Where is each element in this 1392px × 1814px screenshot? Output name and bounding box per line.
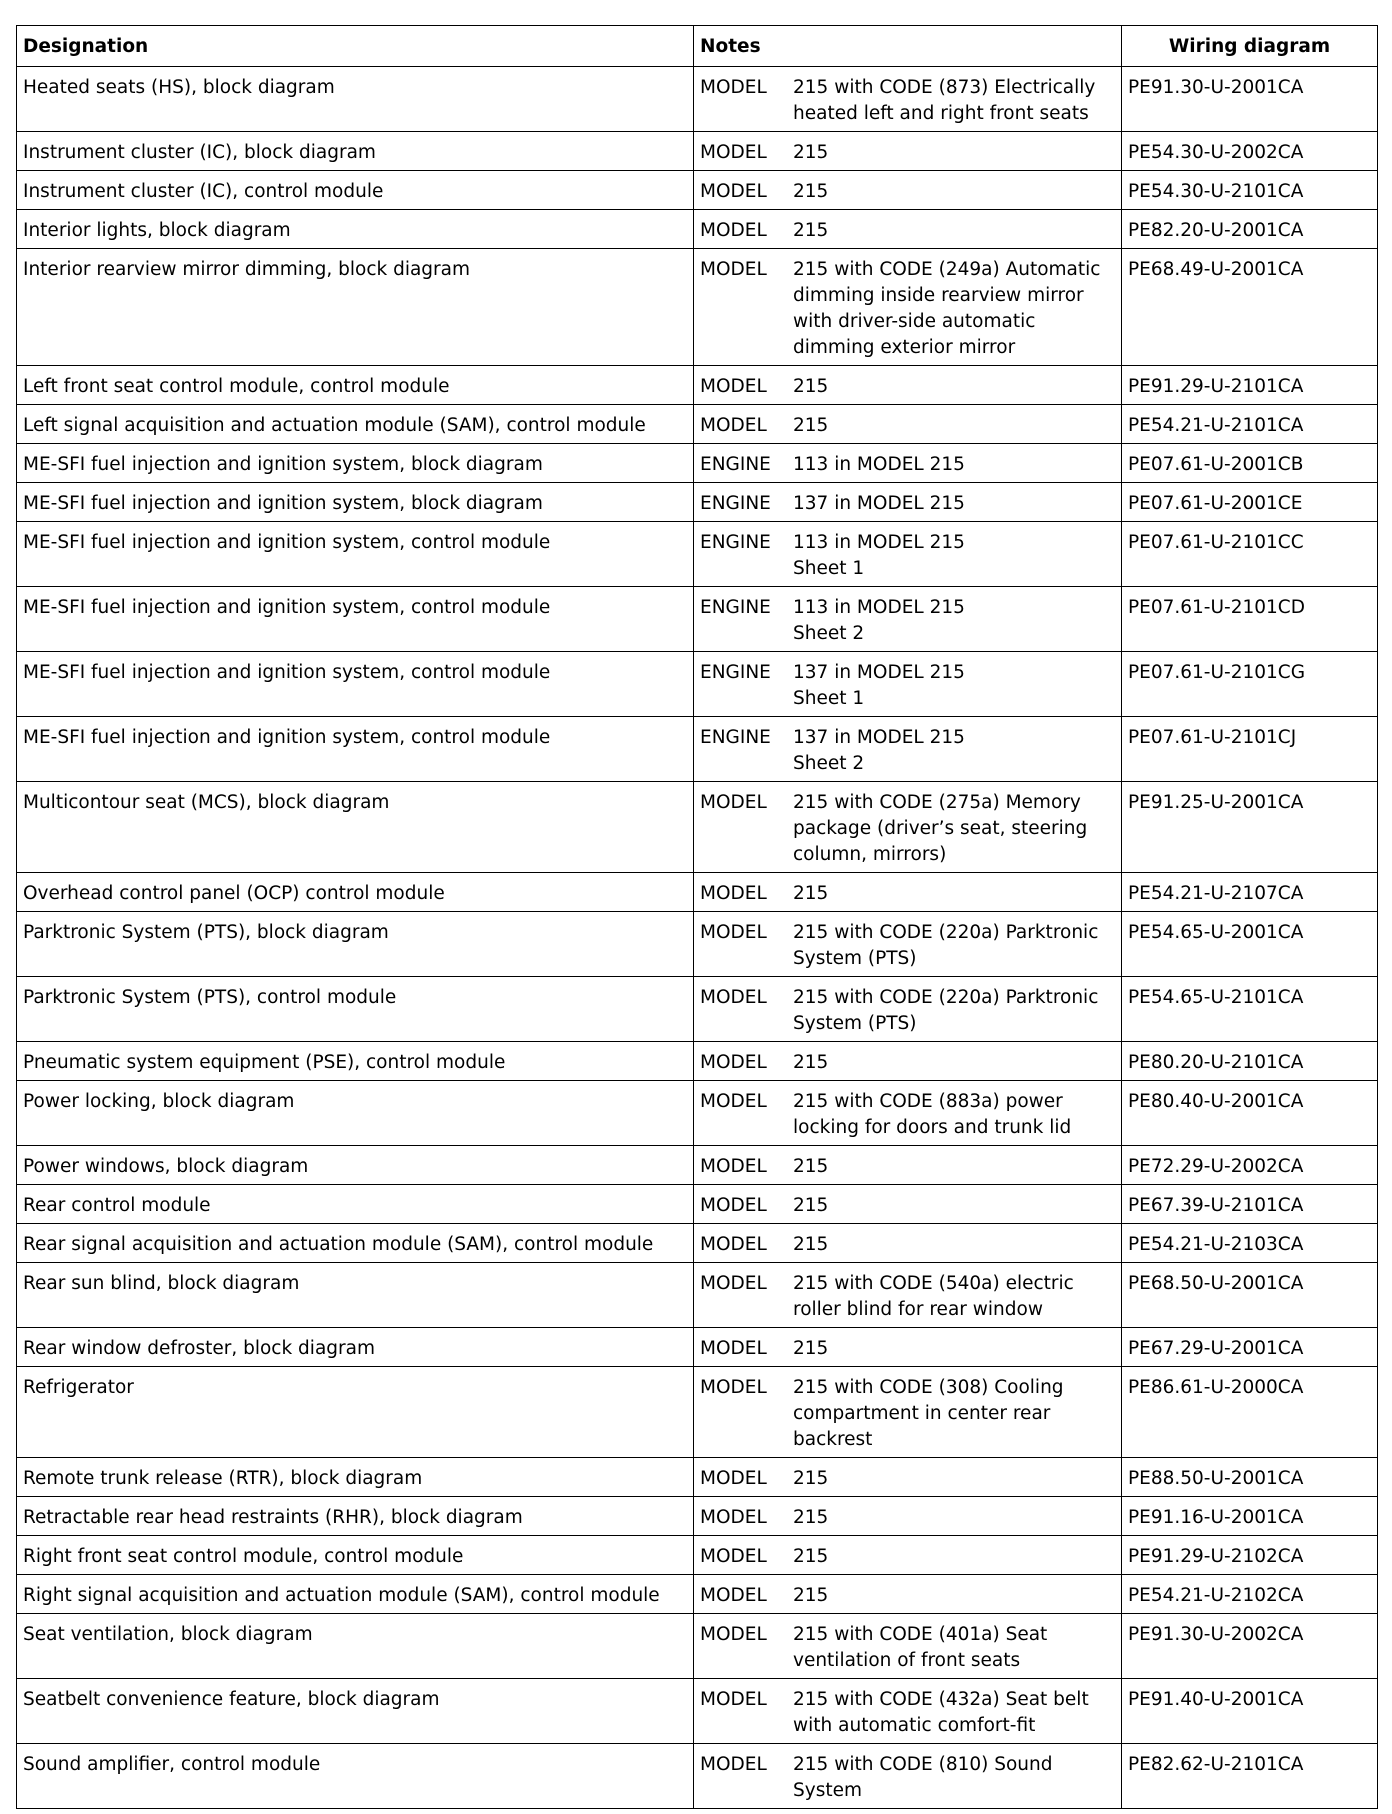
wiring-diagram-cell: PE07.61-U-2101CJ bbox=[1122, 717, 1378, 782]
table-row bbox=[17, 1081, 1378, 1146]
designation-cell: Sound amplifier, control module bbox=[17, 1744, 694, 1809]
note-type: MODEL bbox=[700, 142, 767, 163]
designation-cell: Parktronic System (PTS), block diagram bbox=[17, 912, 694, 977]
note-text: 215 with CODE (249a) Automatic dimming inside rearview mirror with driver-side automatic dimming exterior mirror bbox=[793, 259, 1101, 358]
note-text: 215 with CODE (810) Sound System bbox=[793, 1754, 1053, 1801]
wiring-diagram-cell: PE67.29-U-2001CA bbox=[1122, 1328, 1378, 1367]
wiring-diagram-cell: PE86.61-U-2000CA bbox=[1122, 1367, 1378, 1458]
note-text: 113 in MODEL 215 Sheet 2 bbox=[793, 597, 965, 644]
note-text: 113 in MODEL 215 bbox=[793, 454, 965, 475]
notes-cell bbox=[694, 652, 1122, 717]
notes-cell bbox=[694, 1081, 1122, 1146]
note-text: 215 with CODE (220a) Parktronic System (PTS) bbox=[793, 922, 1099, 969]
wiring-diagram-cell: PE54.21-U-2103CA bbox=[1122, 1224, 1378, 1263]
notes-cell bbox=[694, 1497, 1122, 1536]
table-row bbox=[17, 1224, 1378, 1263]
notes-cell bbox=[694, 587, 1122, 652]
notes-cell bbox=[694, 1224, 1122, 1263]
table-row bbox=[17, 1458, 1378, 1497]
designation-cell: Parktronic System (PTS), control module bbox=[17, 977, 694, 1042]
notes-cell bbox=[694, 1744, 1122, 1809]
note-type: MODEL bbox=[700, 987, 767, 1008]
note-type: MODEL bbox=[700, 1091, 767, 1112]
table-row bbox=[17, 1614, 1378, 1679]
wiring-diagram-cell: PE07.61-U-2001CE bbox=[1122, 483, 1378, 522]
wiring-diagram-cell: PE68.50-U-2001CA bbox=[1122, 1263, 1378, 1328]
notes-cell bbox=[694, 717, 1122, 782]
designation-cell: Rear sun blind, block diagram bbox=[17, 1263, 694, 1328]
note-type: MODEL bbox=[700, 220, 767, 241]
wiring-diagram-cell: PE54.65-U-2101CA bbox=[1122, 977, 1378, 1042]
note-type: MODEL bbox=[700, 1377, 767, 1398]
note-type: ENGINE bbox=[700, 493, 771, 514]
note-text: 215 bbox=[793, 220, 829, 241]
table-row bbox=[17, 1575, 1378, 1614]
table-row bbox=[17, 249, 1378, 366]
wiring-diagram-cell: PE80.40-U-2001CA bbox=[1122, 1081, 1378, 1146]
wiring-diagram-cell: PE07.61-U-2101CC bbox=[1122, 522, 1378, 587]
notes-cell bbox=[694, 67, 1122, 132]
designation-cell: Interior rearview mirror dimming, block diagram bbox=[17, 249, 694, 366]
table-row bbox=[17, 587, 1378, 652]
note-text: 113 in MODEL 215 Sheet 1 bbox=[793, 532, 965, 579]
designation-cell: Interior lights, block diagram bbox=[17, 210, 694, 249]
note-text: 215 with CODE (401a) Seat ventilation of front seats bbox=[793, 1624, 1048, 1671]
designation-cell: ME-SFI fuel injection and ignition system, control module bbox=[17, 522, 694, 587]
designation-cell: ME-SFI fuel injection and ignition system, block diagram bbox=[17, 483, 694, 522]
note-type: ENGINE bbox=[700, 454, 771, 475]
note-text: 215 with CODE (275a) Memory package (driver’s seat, steering column, mirrors) bbox=[793, 792, 1088, 865]
header-notes: Notes bbox=[694, 26, 1122, 67]
wiring-diagram-cell: PE91.29-U-2102CA bbox=[1122, 1536, 1378, 1575]
note-text: 137 in MODEL 215 Sheet 2 bbox=[793, 727, 965, 774]
table-row bbox=[17, 1679, 1378, 1744]
table-row bbox=[17, 210, 1378, 249]
table-row bbox=[17, 912, 1378, 977]
designation-cell: Seatbelt convenience feature, block diagram bbox=[17, 1679, 694, 1744]
notes-cell bbox=[694, 522, 1122, 587]
table-row bbox=[17, 1146, 1378, 1185]
notes-cell bbox=[694, 873, 1122, 912]
table-row bbox=[17, 1536, 1378, 1575]
note-type: MODEL bbox=[700, 1585, 767, 1606]
wiring-diagram-cell: PE91.30-U-2002CA bbox=[1122, 1614, 1378, 1679]
wiring-diagram-cell: PE07.61-U-2101CG bbox=[1122, 652, 1378, 717]
designation-cell: Remote trunk release (RTR), block diagram bbox=[17, 1458, 694, 1497]
note-text: 215 bbox=[793, 376, 829, 397]
note-type: ENGINE bbox=[700, 532, 771, 553]
note-type: MODEL bbox=[700, 792, 767, 813]
wiring-diagram-cell: PE88.50-U-2001CA bbox=[1122, 1458, 1378, 1497]
table-row bbox=[17, 366, 1378, 405]
notes-cell bbox=[694, 483, 1122, 522]
wiring-diagram-cell: PE91.29-U-2101CA bbox=[1122, 366, 1378, 405]
designation-cell: ME-SFI fuel injection and ignition system, control module bbox=[17, 652, 694, 717]
note-text: 215 bbox=[793, 181, 829, 202]
note-type: MODEL bbox=[700, 1689, 767, 1710]
wiring-diagram-cell: PE54.21-U-2102CA bbox=[1122, 1575, 1378, 1614]
wiring-diagram-cell: PE80.20-U-2101CA bbox=[1122, 1042, 1378, 1081]
note-text: 215 with CODE (873) Electrically heated left and right front seats bbox=[793, 77, 1096, 124]
wiring-diagram-cell: PE67.39-U-2101CA bbox=[1122, 1185, 1378, 1224]
note-type: ENGINE bbox=[700, 662, 771, 683]
designation-cell: Pneumatic system equipment (PSE), control module bbox=[17, 1042, 694, 1081]
notes-cell bbox=[694, 1185, 1122, 1224]
notes-cell bbox=[694, 405, 1122, 444]
notes-cell bbox=[694, 132, 1122, 171]
note-type: MODEL bbox=[700, 259, 767, 280]
wiring-diagram-cell: PE54.30-U-2101CA bbox=[1122, 171, 1378, 210]
designation-cell: Left front seat control module, control module bbox=[17, 366, 694, 405]
note-text: 215 bbox=[793, 1468, 829, 1489]
note-type: MODEL bbox=[700, 1234, 767, 1255]
note-text: 215 with CODE (540a) electric roller blind for rear window bbox=[793, 1273, 1074, 1320]
note-text: 215 with CODE (308) Cooling compartment in center rear backrest bbox=[793, 1377, 1064, 1450]
table-row bbox=[17, 1185, 1378, 1224]
table-row bbox=[17, 652, 1378, 717]
notes-cell bbox=[694, 1367, 1122, 1458]
notes-cell bbox=[694, 1575, 1122, 1614]
note-text: 215 bbox=[793, 1338, 829, 1359]
note-type: MODEL bbox=[700, 1273, 767, 1294]
designation-cell: Overhead control panel (OCP) control module bbox=[17, 873, 694, 912]
designation-cell: Right signal acquisition and actuation module (SAM), control module bbox=[17, 1575, 694, 1614]
note-type: MODEL bbox=[700, 77, 767, 98]
notes-cell bbox=[694, 444, 1122, 483]
notes-cell bbox=[694, 1536, 1122, 1575]
wiring-diagram-cell: PE68.49-U-2001CA bbox=[1122, 249, 1378, 366]
designation-cell: Rear control module bbox=[17, 1185, 694, 1224]
designation-cell: Retractable rear head restraints (RHR), block diagram bbox=[17, 1497, 694, 1536]
table-header-row bbox=[17, 26, 1378, 67]
note-type: ENGINE bbox=[700, 597, 771, 618]
table-row bbox=[17, 873, 1378, 912]
wiring-diagram-cell: PE91.40-U-2001CA bbox=[1122, 1679, 1378, 1744]
notes-cell bbox=[694, 171, 1122, 210]
table-row bbox=[17, 67, 1378, 132]
designation-cell: Left signal acquisition and actuation module (SAM), control module bbox=[17, 405, 694, 444]
designation-cell: Rear signal acquisition and actuation module (SAM), control module bbox=[17, 1224, 694, 1263]
table-row bbox=[17, 717, 1378, 782]
notes-cell bbox=[694, 912, 1122, 977]
table-row bbox=[17, 444, 1378, 483]
note-type: MODEL bbox=[700, 1754, 767, 1775]
designation-cell: Seat ventilation, block diagram bbox=[17, 1614, 694, 1679]
wiring-diagram-cell: PE54.65-U-2001CA bbox=[1122, 912, 1378, 977]
wiring-diagram-cell: PE82.20-U-2001CA bbox=[1122, 210, 1378, 249]
note-type: MODEL bbox=[700, 1052, 767, 1073]
table-row bbox=[17, 1042, 1378, 1081]
table-row bbox=[17, 1744, 1378, 1809]
note-type: MODEL bbox=[700, 1507, 767, 1528]
table-row bbox=[17, 1328, 1378, 1367]
note-text: 137 in MODEL 215 bbox=[793, 493, 965, 514]
wiring-diagram-cell: PE72.29-U-2002CA bbox=[1122, 1146, 1378, 1185]
table-body bbox=[17, 67, 1378, 1809]
designation-cell: Right front seat control module, control module bbox=[17, 1536, 694, 1575]
notes-cell bbox=[694, 249, 1122, 366]
header-wiring-diagram: Wiring diagram bbox=[1122, 26, 1378, 67]
note-type: MODEL bbox=[700, 1468, 767, 1489]
notes-cell bbox=[694, 366, 1122, 405]
notes-cell bbox=[694, 1458, 1122, 1497]
note-type: MODEL bbox=[700, 883, 767, 904]
note-text: 215 bbox=[793, 883, 829, 904]
wiring-diagram-cell: PE54.21-U-2107CA bbox=[1122, 873, 1378, 912]
note-text: 215 bbox=[793, 1546, 829, 1567]
designation-cell: Heated seats (HS), block diagram bbox=[17, 67, 694, 132]
designation-cell: Power windows, block diagram bbox=[17, 1146, 694, 1185]
note-text: 215 bbox=[793, 1052, 829, 1073]
note-type: MODEL bbox=[700, 1624, 767, 1645]
designation-cell: ME-SFI fuel injection and ignition system, block diagram bbox=[17, 444, 694, 483]
note-text: 215 bbox=[793, 1234, 829, 1255]
notes-cell bbox=[694, 1328, 1122, 1367]
notes-cell bbox=[694, 1263, 1122, 1328]
table-row bbox=[17, 1263, 1378, 1328]
designation-cell: Rear window defroster, block diagram bbox=[17, 1328, 694, 1367]
wiring-diagram-cell: PE07.61-U-2001CB bbox=[1122, 444, 1378, 483]
wiring-diagram-cell: PE54.30-U-2002CA bbox=[1122, 132, 1378, 171]
note-type: MODEL bbox=[700, 1195, 767, 1216]
note-text: 215 bbox=[793, 1156, 829, 1177]
table-row bbox=[17, 782, 1378, 873]
notes-cell bbox=[694, 210, 1122, 249]
note-type: MODEL bbox=[700, 376, 767, 397]
table-row bbox=[17, 977, 1378, 1042]
notes-cell bbox=[694, 1146, 1122, 1185]
note-text: 215 with CODE (432a) Seat belt with automatic comfort-fit bbox=[793, 1689, 1089, 1736]
note-text: 215 bbox=[793, 142, 829, 163]
designation-cell: ME-SFI fuel injection and ignition system, control module bbox=[17, 587, 694, 652]
note-type: MODEL bbox=[700, 415, 767, 436]
note-type: MODEL bbox=[700, 1156, 767, 1177]
note-type: MODEL bbox=[700, 181, 767, 202]
table-row bbox=[17, 522, 1378, 587]
note-type: MODEL bbox=[700, 1338, 767, 1359]
table-row bbox=[17, 132, 1378, 171]
header-designation: Designation bbox=[17, 26, 694, 67]
notes-cell bbox=[694, 1679, 1122, 1744]
note-type: MODEL bbox=[700, 1546, 767, 1567]
designation-cell: Instrument cluster (IC), block diagram bbox=[17, 132, 694, 171]
table-row bbox=[17, 1497, 1378, 1536]
table-row bbox=[17, 171, 1378, 210]
designation-cell: Instrument cluster (IC), control module bbox=[17, 171, 694, 210]
note-text: 137 in MODEL 215 Sheet 1 bbox=[793, 662, 965, 709]
note-text: 215 bbox=[793, 415, 829, 436]
designation-cell: Multicontour seat (MCS), block diagram bbox=[17, 782, 694, 873]
designation-cell: Refrigerator bbox=[17, 1367, 694, 1458]
note-text: 215 bbox=[793, 1585, 829, 1606]
notes-cell bbox=[694, 977, 1122, 1042]
note-text: 215 bbox=[793, 1195, 829, 1216]
table-row bbox=[17, 483, 1378, 522]
wiring-diagram-cell: PE91.16-U-2001CA bbox=[1122, 1497, 1378, 1536]
note-type: MODEL bbox=[700, 922, 767, 943]
designation-cell: ME-SFI fuel injection and ignition system, control module bbox=[17, 717, 694, 782]
wiring-diagram-cell: PE82.62-U-2101CA bbox=[1122, 1744, 1378, 1809]
note-text: 215 with CODE (220a) Parktronic System (PTS) bbox=[793, 987, 1099, 1034]
wiring-diagram-cell: PE91.30-U-2001CA bbox=[1122, 67, 1378, 132]
table-row bbox=[17, 405, 1378, 444]
notes-cell bbox=[694, 782, 1122, 873]
wiring-diagram-cell: PE54.21-U-2101CA bbox=[1122, 405, 1378, 444]
wiring-diagram-cell: PE07.61-U-2101CD bbox=[1122, 587, 1378, 652]
notes-cell bbox=[694, 1042, 1122, 1081]
wiring-diagram-table bbox=[16, 25, 1378, 1809]
wiring-diagram-cell: PE91.25-U-2001CA bbox=[1122, 782, 1378, 873]
note-type: ENGINE bbox=[700, 727, 771, 748]
notes-cell bbox=[694, 1614, 1122, 1679]
note-text: 215 with CODE (883a) power locking for doors and trunk lid bbox=[793, 1091, 1072, 1138]
designation-cell: Power locking, block diagram bbox=[17, 1081, 694, 1146]
note-text: 215 bbox=[793, 1507, 829, 1528]
table-row bbox=[17, 1367, 1378, 1458]
